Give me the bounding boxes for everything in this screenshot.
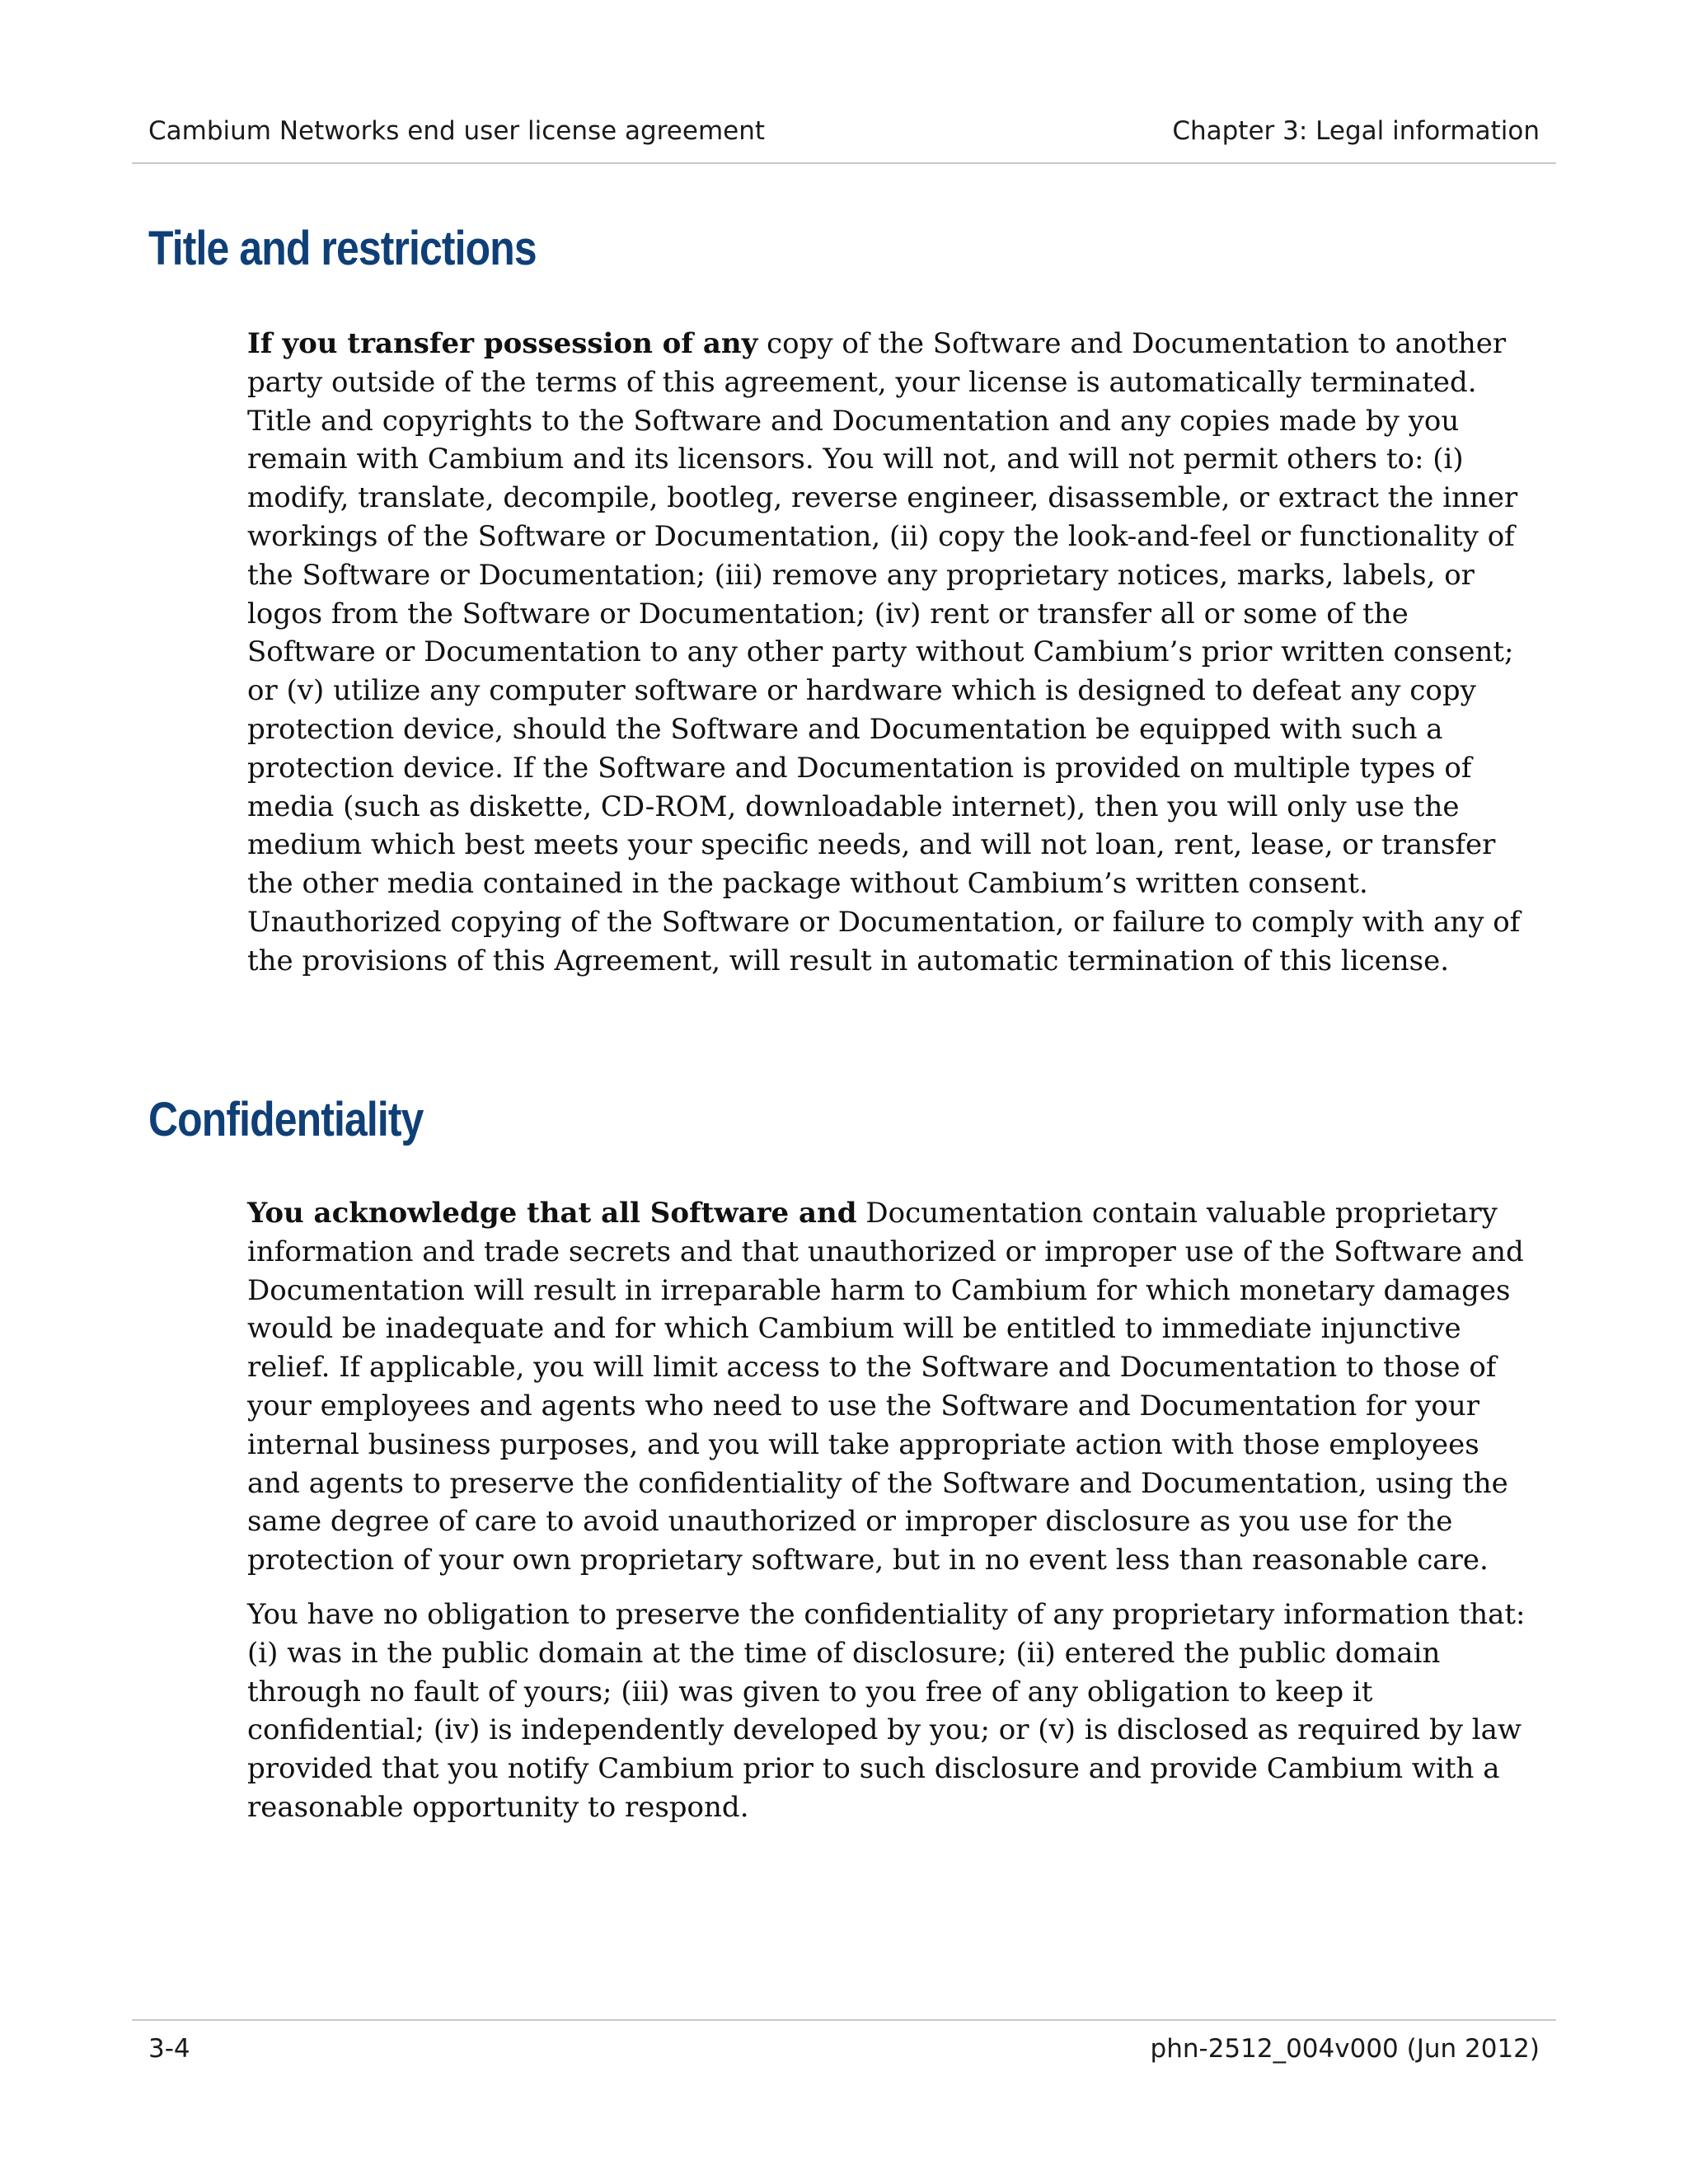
- paragraph-text: You have no obligation to preserve the confidentiality of any proprietary information that: (i) was in the public domain at the time of disclosure; (ii) entered the public domain through no fault of yours; (iii) was given to you free of any obligation to keep it confidential; (iv) is independently developed by you; or (v) is disclosed as required by law provided that you notify Cambium prior to such disclosure and provide Cambium with a reasonable opportunity to respond.: [247, 1597, 1526, 1824]
- running-header: [132, 111, 1556, 164]
- section-body-title-and-restrictions: [247, 325, 1533, 981]
- paragraph-text: copy of the Software and Documentation to another party outside of the terms of this agreement, your license is automatically terminated. Title and copyrights to the Software and Documentation and any copies made by you remain with Cambium and its licensors. You will not, and will not permit others to: (i) modify, translate, decompile, bootleg, reverse engineer, disassemble, or extract the inner workings of the Software or Documentation, (ii) copy the look-and-feel or functionality of the Software or Documentation; (iii) remove any proprietary notices, marks, labels, or logos from the Software or Documentation; (iv) rent or transfer all or some of the Software or Documentation to any other party without Cambium’s prior written consent; or (v) utilize any computer software or hardware which is designed to defeat any copy protection device, should the Software and Documentation be equipped with such a protection device. If the Software and Documentation is provided on multiple types of media (such as diskette, CD-ROM, downloadable internet), then you will only use the medium which best meets your specific needs, and will not loan, rent, lease, or transfer the other media contained in the package without Cambium’s written consent. Unauthorized copying of the Software or Documentation, or failure to comply with any of the provisions of this Agreement, will result in automatic termination of this license.: [247, 327, 1521, 977]
- running-footer: [132, 2019, 1556, 2064]
- paragraph: [247, 1596, 1533, 1827]
- section-body-confidentiality: [247, 1194, 1533, 1827]
- paragraph-text: Documentation contain valuable proprietary information and trade secrets and that unauthorized or improper use of the Software and Documentation will result in irreparable harm to Cambium for which monetary damages would be inadequate and for which Cambium will be entitled to immediate injunctive relief. If applicable, you will limit access to the Software and Documentation to those of your employees and agents who need to use the Software and Documentation for your internal business purposes, and you will take appropriate action with those employees and agents to preserve the confidentiality of the Software and Documentation, using the same degree of care to avoid unauthorized or improper disclosure as you use for the protection of your own proprietary software, but in no event less than reasonable care.: [247, 1197, 1524, 1577]
- section-heading-title-and-restrictions: Title and restrictions: [148, 222, 537, 275]
- page-number: 3-4: [148, 2034, 190, 2064]
- paragraph: [247, 325, 1533, 981]
- header-document-title: Cambium Networks end user license agreement: [148, 116, 766, 146]
- header-chapter-title: Chapter 3: Legal information: [1172, 116, 1540, 146]
- paragraph-lead-in: If you transfer possession of any: [247, 327, 758, 360]
- section-heading-confidentiality: Confidentiality: [148, 1093, 424, 1146]
- paragraph-lead-in: You acknowledge that all Software and: [247, 1197, 857, 1230]
- document-revision: phn-2512_004v000 (Jun 2012): [1150, 2034, 1540, 2064]
- paragraph: [247, 1194, 1533, 1580]
